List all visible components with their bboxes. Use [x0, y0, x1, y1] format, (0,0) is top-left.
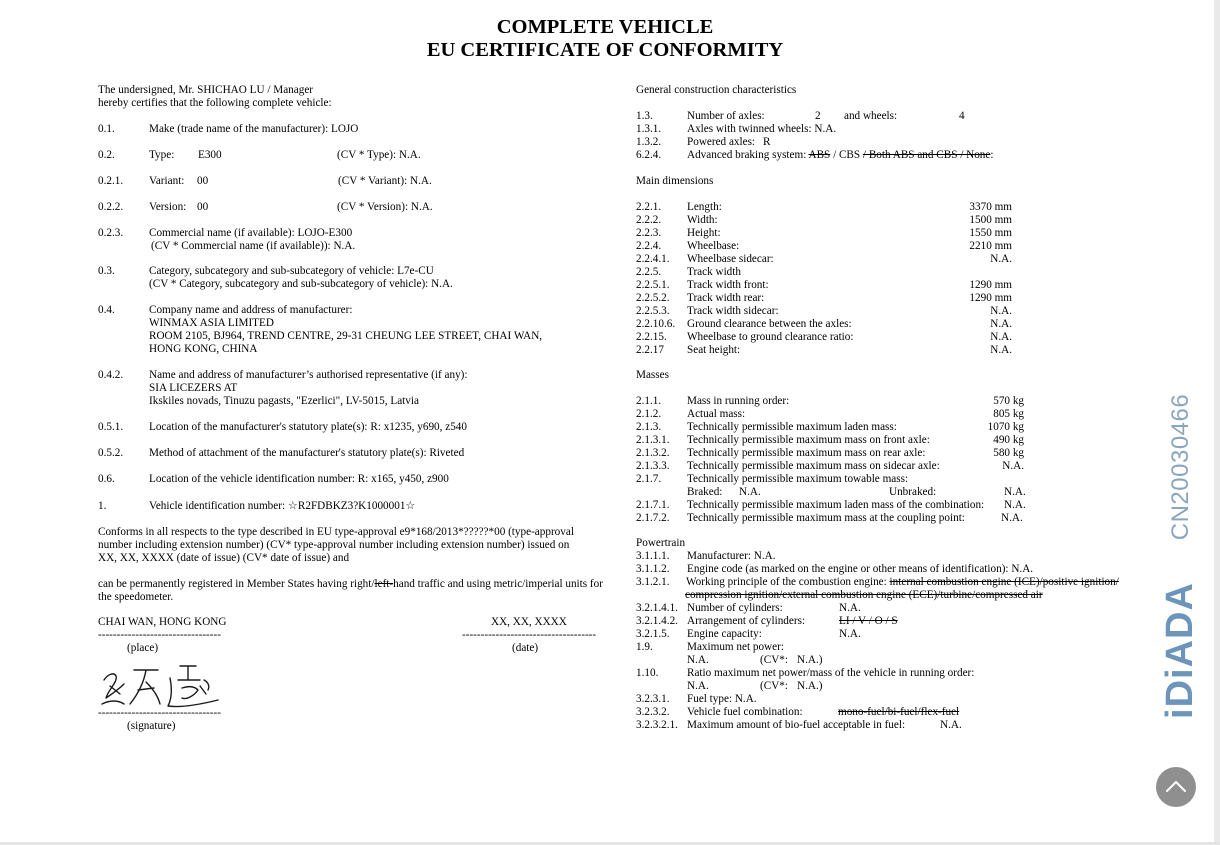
representative-name: SIA LICEZERS AT [149, 382, 238, 394]
item-label: Seat height: [687, 344, 741, 356]
category-text: Category, subcategory and sub-subcategory of vehicle: L7e-CU [149, 265, 434, 277]
registration-text-c: hand traffic and using metric/imperial units for [393, 578, 603, 590]
item-number: 3.2.3.2.1. [636, 719, 678, 731]
intro-line-2: hereby certifies that the following complete vehicle: [98, 97, 332, 109]
version-label: Version: [149, 201, 187, 213]
item-number: 0.1. [98, 123, 115, 135]
net-power-label: Maximum net power: [687, 641, 784, 653]
item-value: 1290 mm [969, 292, 1012, 304]
engine-capacity-value: N.A. [839, 628, 861, 640]
intro-line-1: The undersigned, Mr. SHICHAO LU / Manager [98, 84, 314, 96]
item-value: 1290 mm [969, 279, 1012, 291]
document-number-watermark [1156, 392, 1206, 542]
registration-text-a: can be permanently registered in Member States having right/ [98, 578, 375, 590]
item-number: 2.1.1. [636, 395, 662, 407]
item-value: 1500 mm [969, 214, 1012, 226]
cylinders-value: N.A. [839, 602, 861, 614]
manufacturer-heading: Company name and address of manufacturer: [149, 304, 353, 316]
item-number: 3.2.3.1. [636, 693, 670, 705]
combination-mass-value: N.A. [1004, 499, 1026, 511]
date-rule: ------------------------------------ [462, 629, 597, 641]
item-label: Length: [687, 201, 722, 213]
power-mass-ratio-cv-value: N.A.) [797, 680, 823, 692]
braked-label: Braked: [687, 486, 723, 498]
unbraked-value: N.A. [1004, 486, 1026, 498]
item-value: 580 kg [993, 447, 1024, 459]
item-number: 2.2.5. [636, 266, 662, 278]
item-label: Wheelbase sidecar: [687, 253, 774, 265]
item-label: Track width [687, 266, 741, 278]
item-number: 2.1.7.1. [636, 499, 670, 511]
fuel-type: Fuel type: N.A. [687, 693, 757, 705]
twinned-wheels: Axles with twinned wheels: N.A. [687, 123, 837, 135]
working-principle-options-2: compression ignition/external combustion engine (ECE)/turbine/compressed air [685, 589, 1043, 601]
item-value: N.A. [990, 344, 1012, 356]
plate-attachment: Method of attachment of the manufacturer's statutory plate(s): Riveted [149, 447, 465, 459]
axles-label: Number of axles: [687, 110, 765, 122]
item-number: 2.2.4.1. [636, 253, 670, 265]
masses-heading: Masses [636, 369, 669, 381]
power-mass-ratio-cv-label: (CV*: [760, 680, 788, 692]
cv-commercial-name: (CV * Commercial name (if available)): N.A. [151, 240, 356, 252]
scroll-to-top-button[interactable] [1156, 767, 1196, 807]
vin-text: Vehicle identification number: ☆R2FDBKZ3?K1000001☆ [149, 500, 416, 512]
manufacturer-address-2: HONG KONG, CHINA [149, 343, 258, 355]
cylinder-arrangement-value: LI / V / O / S [839, 615, 898, 627]
item-value: 490 kg [993, 434, 1024, 446]
commercial-name: Commercial name (if available): LOJO-E300 [149, 227, 353, 239]
idiada-logo-text: iDiADA [1158, 581, 1201, 719]
axles-value: 2 [815, 110, 821, 122]
item-number: 2.2.4. [636, 240, 662, 252]
item-value: N.A. [990, 253, 1012, 265]
item-number: 3.1.2.1. [636, 576, 670, 588]
item-number: 2.2.2. [636, 214, 662, 226]
item-number: 2.2.5.1. [636, 279, 670, 291]
item-number: 0.2. [98, 149, 115, 161]
item-label: Track width front: [687, 279, 769, 291]
item-number: 3.2.1.4.1. [636, 602, 678, 614]
item-number: 0.2.1. [98, 175, 124, 187]
general-construction-heading: General construction characteristics [636, 84, 797, 96]
power-mass-ratio-value: N.A. [687, 680, 709, 692]
item-label: Height: [687, 227, 721, 239]
item-number: 6.2.4. [636, 149, 662, 161]
cylinder-arrangement-label: Arrangement of cylinders: [687, 615, 806, 627]
working-principle-label: Working principle of the combustion engine: [686, 576, 887, 588]
item-number: 0.6. [98, 473, 115, 485]
item-number: 0.5.1. [98, 421, 124, 433]
make-text: Make (trade name of the manufacturer): LOJO [149, 123, 359, 135]
net-power-cv-label: (CV*: [760, 654, 788, 666]
item-number: 0.4.2. [98, 369, 124, 381]
item-label: Technically permissible maximum mass on rear axle: [687, 447, 926, 459]
cylinders-label: Number of cylinders: [687, 602, 783, 614]
place-caption: (place) [127, 642, 159, 654]
biofuel-value: N.A. [940, 719, 962, 731]
item-number: 2.2.5.3. [636, 305, 670, 317]
item-label: Wheelbase: [687, 240, 740, 252]
item-number: 0.2.3. [98, 227, 124, 239]
conformity-line-1: Conforms in all respects to the type described in EU type-approval e9*168/2013*?????*00 (type-approval [98, 526, 574, 538]
item-value: 3370 mm [969, 201, 1012, 213]
item-label: Actual mass: [687, 408, 746, 420]
item-label: Technically permissible maximum mass on sidecar axle: [687, 460, 940, 472]
item-number: 2.2.10.6. [636, 318, 676, 330]
item-number: 2.1.3.3. [636, 460, 670, 472]
cv-type: (CV * Type): N.A. [337, 149, 421, 161]
item-number: 3.1.1.1. [636, 550, 670, 562]
conformity-line-3: XX, XX, XXXX (date of issue) (CV* date of issue) and [98, 552, 350, 564]
item-number: 2.1.7. [636, 473, 662, 485]
braking-label: Advanced braking system: [687, 149, 807, 161]
power-mass-ratio-label: Ratio maximum net power/mass of the vehicle in running order: [687, 667, 975, 679]
net-power-cv-value: N.A.) [797, 654, 823, 666]
braking-colon: : [990, 149, 994, 161]
chevron-up-icon [1164, 775, 1188, 799]
item-number: 2.1.2. [636, 408, 662, 420]
item-value: N.A. [990, 318, 1012, 330]
item-number: 1.3.1. [636, 123, 662, 135]
coupling-mass-value: N.A. [1001, 512, 1023, 524]
braking-option-rest: / Both ABS and CBS / None [862, 149, 991, 161]
item-label: Ground clearance between the axles: [687, 318, 852, 330]
working-principle-options-1: internal combustion engine (ICE)/positive ignition/ [889, 576, 1119, 588]
biofuel-label: Maximum amount of bio-fuel acceptable in fuel: [687, 719, 906, 731]
item-number: 3.2.1.4.2. [636, 615, 678, 627]
item-label: Width: [687, 214, 718, 226]
signature-caption: (signature) [127, 720, 176, 732]
powered-axles-value: R [763, 136, 771, 148]
braking-option-abs: ABS [808, 149, 831, 161]
net-power-value: N.A. [687, 654, 709, 666]
page-scroll-edge [1214, 0, 1220, 845]
variant-label: Variant: [149, 175, 185, 187]
item-label: Technically permissible maximum mass on front axle: [687, 434, 930, 446]
engine-manufacturer: Manufacturer: N.A. [687, 550, 776, 562]
place-value: CHAI WAN, HONG KONG [98, 616, 227, 628]
date-caption: (date) [512, 642, 539, 654]
fuel-combination-label: Vehicle fuel combination: [687, 706, 803, 718]
braking-option-cbs: / CBS [830, 149, 863, 161]
item-number: 0.2.2. [98, 201, 124, 213]
powertrain-heading: Powertrain [636, 537, 686, 549]
item-number: 3.1.1.2. [636, 563, 670, 575]
item-number: 1.3.2. [636, 136, 662, 148]
cv-category-text: (CV * Category, subcategory and sub-subcategory of vehicle): N.A. [149, 278, 453, 290]
engine-code: Engine code (as marked on the engine or other means of identification): N.A. [687, 563, 1034, 575]
signature-image [98, 660, 222, 712]
registration-line-1 [98, 578, 603, 591]
registration-struck-left: left- [374, 578, 394, 590]
item-number: 1.3. [636, 110, 653, 122]
item-number: 3.2.1.5. [636, 628, 670, 640]
place-rule: --------------------------------- [98, 629, 221, 641]
item-value: 1070 kg [987, 421, 1024, 433]
item-label: Mass in running order: [687, 395, 790, 407]
cv-variant: (CV * Variant): N.A. [338, 175, 432, 187]
powered-axles-label: Powered axles: [687, 136, 756, 148]
item-label: Track width rear: [687, 292, 765, 304]
item-number: 2.2.15. [636, 331, 667, 343]
main-dimensions-heading: Main dimensions [636, 175, 714, 187]
item-value: 805 kg [993, 408, 1024, 420]
fuel-combination-value: mono-fuel/bi-fuel/flex-fuel [838, 706, 960, 718]
item-number: 2.1.3.1. [636, 434, 670, 446]
combination-mass-label: Technically permissible maximum laden mass of the combination: [687, 499, 985, 511]
item-number: 3.2.3.2. [636, 706, 670, 718]
idiada-logo [1150, 570, 1210, 730]
wheels-label: and wheels: [844, 110, 898, 122]
item-number: 0.4. [98, 304, 115, 316]
item-value: N.A. [990, 305, 1012, 317]
item-number: 0.5.2. [98, 447, 124, 459]
unbraked-label: Unbraked: [889, 486, 937, 498]
type-value: E300 [198, 149, 222, 161]
document-number: CN20030466 [1167, 393, 1195, 541]
title-line-2: EU CERTIFICATE OF CONFORMITY [426, 39, 784, 61]
item-label: Technically permissible maximum laden mass: [687, 421, 897, 433]
item-label: Track width sidecar: [687, 305, 779, 317]
signature-rule: --------------------------------- [98, 707, 221, 719]
item-value: 570 kg [993, 395, 1024, 407]
item-number: 1.9. [636, 641, 653, 653]
braked-value: N.A. [739, 486, 761, 498]
engine-capacity-label: Engine capacity: [687, 628, 762, 640]
item-value: 2210 mm [969, 240, 1012, 252]
item-number: 1.10. [636, 667, 659, 679]
item-number: 0.3. [98, 265, 115, 277]
cv-version: (CV * Version): N.A. [337, 201, 433, 213]
registration-line-2: the speedometer. [98, 591, 174, 603]
item-number: 2.1.7.2. [636, 512, 670, 524]
conformity-line-2: number including extension number) (CV* type-approval number including extension number) issued on [98, 539, 570, 551]
item-number: 2.2.1. [636, 201, 662, 213]
wheels-value: 4 [959, 110, 965, 122]
vin-location: Location of the vehicle identification number: R: x165, y450, z900 [149, 473, 449, 485]
item-number: 2.1.3. [636, 421, 662, 433]
representative-address: Ikskiles novads, Tinuzu pagasts, "Ezerlici", LV-5015, Latvia [149, 395, 419, 407]
variant-value: 00 [197, 175, 209, 187]
item-label: Wheelbase to ground clearance ratio: [687, 331, 854, 343]
item-number: 2.2.3. [636, 227, 662, 239]
version-value: 00 [197, 201, 209, 213]
representative-heading: Name and address of manufacturer’s authorised representative (if any): [149, 369, 468, 381]
working-principle-line-1 [686, 576, 1119, 589]
plate-location: Location of the manufacturer's statutory plate(s): R: x1235, y690, z540 [149, 421, 467, 433]
manufacturer-name: WINMAX ASIA LIMITED [149, 317, 274, 329]
manufacturer-address-1: ROOM 2105, BJ964, TREND CENTRE, 29-31 CHEUNG LEE STREET, CHAI WAN, [149, 330, 543, 342]
item-value: N.A. [1002, 460, 1024, 472]
title-line-1: COMPLETE VEHICLE [496, 16, 714, 38]
item-label: Technically permissible maximum towable mass: [687, 473, 909, 485]
item-value: N.A. [990, 331, 1012, 343]
type-label: Type: [149, 149, 175, 161]
item-number: 2.2.5.2. [636, 292, 670, 304]
item-number: 2.1.3.2. [636, 447, 670, 459]
braking-system-line [687, 149, 993, 162]
item-number: 1. [98, 500, 107, 512]
coupling-mass-label: Technically permissible maximum mass at the coupling point: [687, 512, 965, 524]
date-value: XX, XX, XXXX [491, 616, 567, 628]
item-value: 1550 mm [969, 227, 1012, 239]
item-number: 2.2.17 [636, 344, 664, 356]
